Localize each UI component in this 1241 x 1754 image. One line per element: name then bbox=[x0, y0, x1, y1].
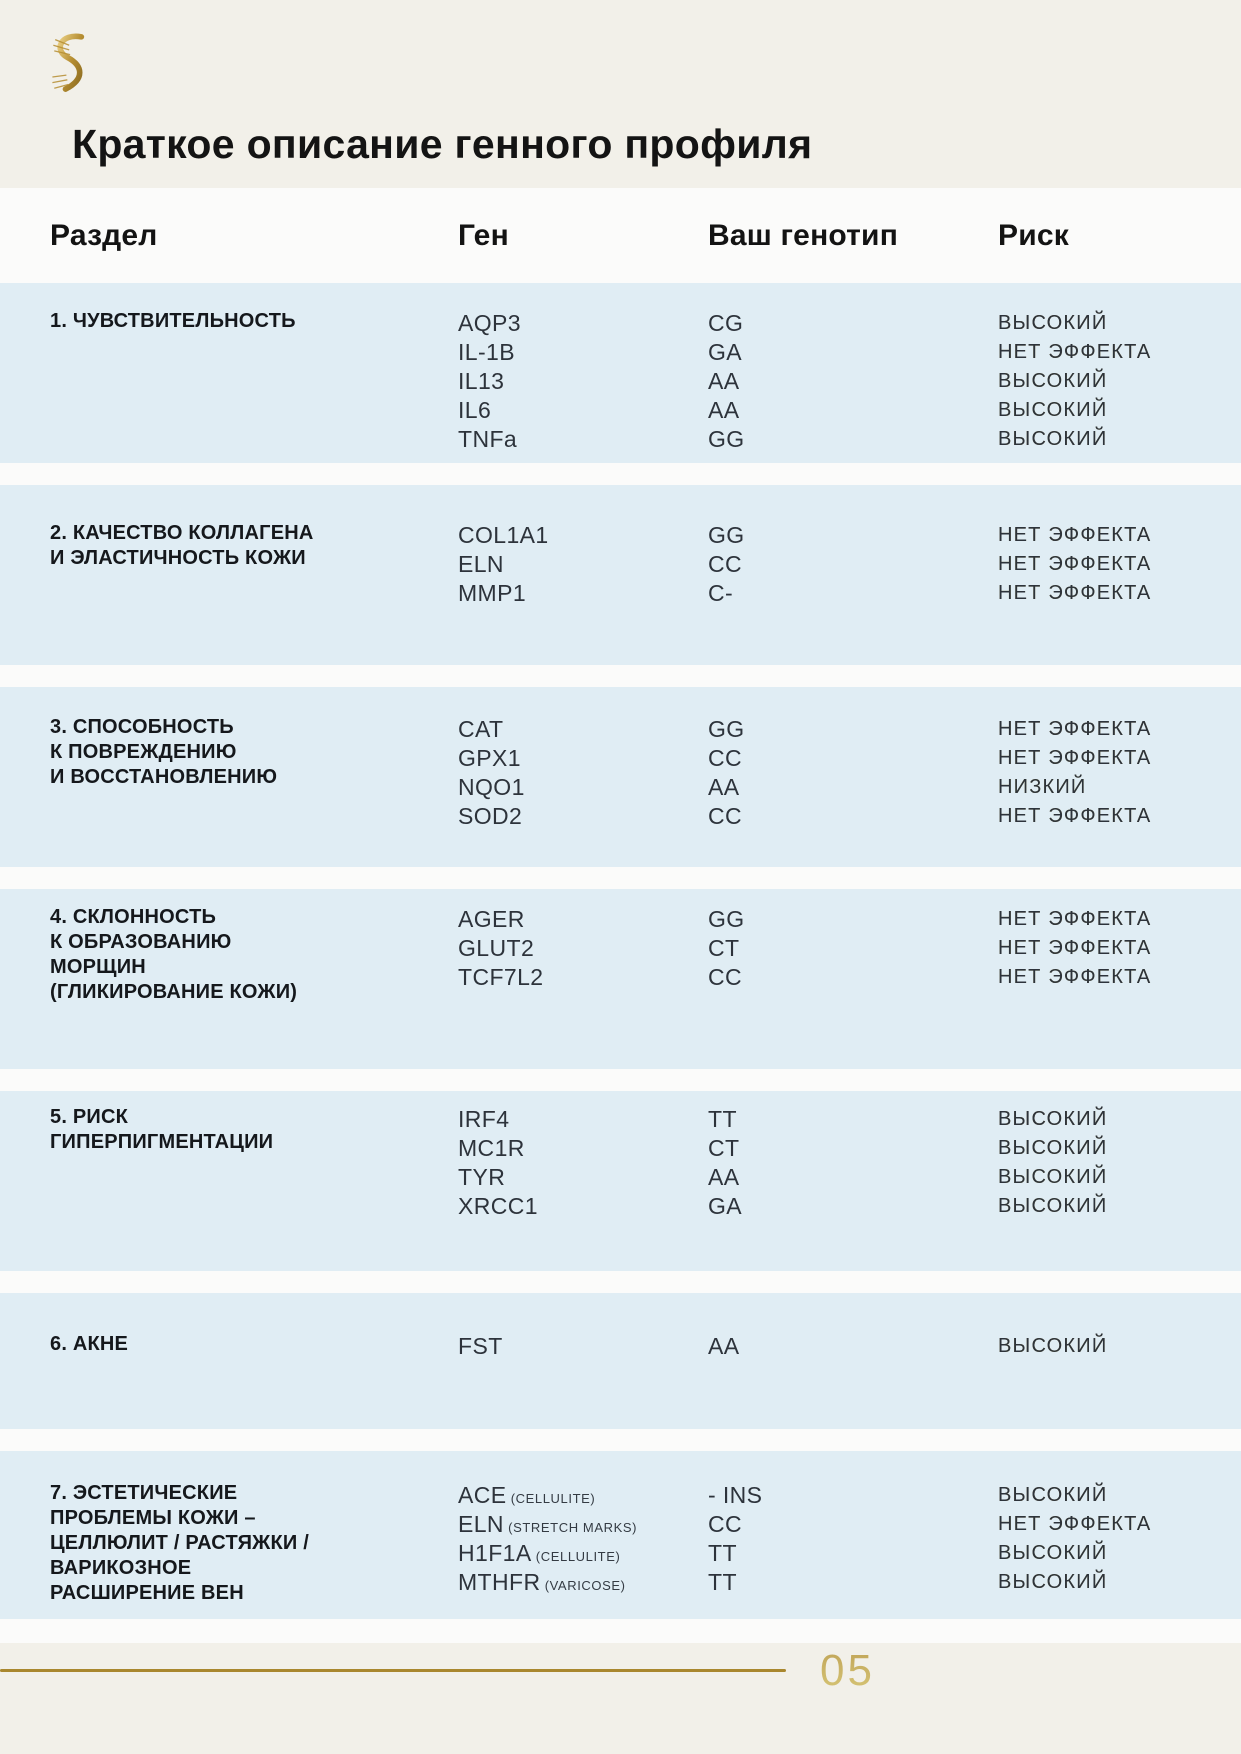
gene-name: IRF4 bbox=[458, 1106, 510, 1132]
risk-value: ВЫСОКИЙ bbox=[998, 1484, 1108, 1506]
profile-section bbox=[0, 889, 1241, 1069]
genotype-column bbox=[708, 309, 998, 454]
genotype-value: TT bbox=[708, 1106, 737, 1132]
genotype-value: CT bbox=[708, 1135, 740, 1161]
risk-column bbox=[998, 1332, 1241, 1361]
risk-value: ВЫСОКИЙ bbox=[998, 428, 1108, 450]
column-header-genotype: Ваш генотип bbox=[708, 218, 899, 252]
risk-value: ВЫСОКИЙ bbox=[998, 1166, 1108, 1188]
section-title bbox=[50, 521, 458, 571]
genotype-value: GG bbox=[708, 522, 745, 548]
risk-value: ВЫСОКИЙ bbox=[998, 370, 1108, 392]
gene-name: COL1A1 bbox=[458, 522, 549, 548]
risk-column bbox=[998, 309, 1241, 454]
section-title-line: (ГЛИКИРОВАНИЕ КОЖИ) bbox=[50, 981, 298, 1003]
section-title bbox=[50, 905, 458, 1005]
genotype-value: CC bbox=[708, 551, 743, 577]
genotype-value: TT bbox=[708, 1569, 737, 1595]
column-header-risk: Риск bbox=[998, 218, 1069, 252]
gene-name: IL6 bbox=[458, 397, 492, 423]
gene-name: SOD2 bbox=[458, 803, 523, 829]
gene-column bbox=[458, 1105, 708, 1221]
genotype-value: - INS bbox=[708, 1482, 763, 1508]
genotype-column bbox=[708, 1105, 998, 1221]
genotype-value: GA bbox=[708, 339, 743, 365]
gene-column bbox=[458, 1332, 708, 1361]
gene-name: TNFa bbox=[458, 426, 518, 452]
gene-name: NQO1 bbox=[458, 774, 525, 800]
risk-column bbox=[998, 521, 1241, 608]
section-title-line: МОРЩИН bbox=[50, 956, 146, 978]
section-title-line: 3. СПОСОБНОСТЬ bbox=[50, 716, 234, 738]
page-title: Краткое описание генного профиля bbox=[72, 121, 813, 168]
section-title bbox=[50, 1332, 458, 1357]
gene-name: ELN bbox=[458, 551, 504, 577]
risk-value: НЕТ ЭФФЕКТА bbox=[998, 553, 1152, 575]
section-title-line: И ВОССТАНОВЛЕНИЮ bbox=[50, 766, 278, 788]
gene-note: (STRETCH MARKS) bbox=[503, 1520, 638, 1535]
genotype-value: AA bbox=[708, 368, 740, 394]
section-title bbox=[50, 1481, 458, 1606]
genotype-value: GG bbox=[708, 426, 745, 452]
risk-column bbox=[998, 1481, 1241, 1597]
profile-section bbox=[0, 283, 1241, 463]
page-number: 05 bbox=[820, 1646, 875, 1695]
genotype-value: CG bbox=[708, 310, 744, 336]
genotype-value: CT bbox=[708, 935, 740, 961]
gene-column bbox=[458, 905, 708, 992]
column-header-gene: Ген bbox=[458, 218, 509, 252]
genotype-value: GG bbox=[708, 716, 745, 742]
section-title-line: 5. РИСК bbox=[50, 1106, 129, 1128]
section-title-line: ГИПЕРПИГМЕНТАЦИИ bbox=[50, 1131, 274, 1153]
section-title-line: И ЭЛАСТИЧНОСТЬ КОЖИ bbox=[50, 547, 306, 569]
table-sections bbox=[0, 283, 1241, 1619]
gene-name: ELN (STRETCH MARKS) bbox=[458, 1511, 638, 1537]
risk-value: ВЫСОКИЙ bbox=[998, 1571, 1108, 1593]
gene-name: H1F1A (CELLULITE) bbox=[458, 1540, 621, 1566]
gene-name: AGER bbox=[458, 906, 525, 932]
genotype-column bbox=[708, 715, 998, 831]
risk-value: НИЗКИЙ bbox=[998, 776, 1087, 798]
risk-value: НЕТ ЭФФЕКТА bbox=[998, 341, 1152, 363]
section-title-line: К ПОВРЕЖДЕНИЮ bbox=[50, 741, 237, 763]
section-title-line: К ОБРАЗОВАНИЮ bbox=[50, 931, 232, 953]
genotype-column bbox=[708, 1332, 998, 1361]
gene-column bbox=[458, 715, 708, 831]
profile-section bbox=[0, 1091, 1241, 1271]
column-header-section: Раздел bbox=[50, 218, 158, 252]
risk-value: НЕТ ЭФФЕКТА bbox=[998, 582, 1152, 604]
section-title-line: 6. АКНЕ bbox=[50, 1333, 129, 1355]
genotype-value: GG bbox=[708, 906, 745, 932]
gene-name: AQP3 bbox=[458, 310, 521, 336]
gene-name: MTHFR (VARICOSE) bbox=[458, 1569, 626, 1595]
table-header-row bbox=[0, 188, 1241, 283]
risk-value: НЕТ ЭФФЕКТА bbox=[998, 747, 1152, 769]
gene-name: MC1R bbox=[458, 1135, 525, 1161]
section-title bbox=[50, 715, 458, 790]
genotype-value: CC bbox=[708, 1511, 743, 1537]
gene-note: (VARICOSE) bbox=[540, 1578, 626, 1593]
section-title-line: 1. ЧУВСТВИТЕЛЬНОСТЬ bbox=[50, 310, 296, 332]
section-title-line: 2. КАЧЕСТВО КОЛЛАГЕНА bbox=[50, 522, 314, 544]
section-title bbox=[50, 1105, 458, 1155]
risk-column bbox=[998, 905, 1241, 992]
gene-name: CAT bbox=[458, 716, 504, 742]
genotype-column bbox=[708, 905, 998, 992]
risk-value: ВЫСОКИЙ bbox=[998, 399, 1108, 421]
footer-divider-line bbox=[0, 1669, 786, 1672]
gene-name: TCF7L2 bbox=[458, 964, 544, 990]
risk-value: НЕТ ЭФФЕКТА bbox=[998, 718, 1152, 740]
profile-section bbox=[0, 485, 1241, 665]
risk-column bbox=[998, 715, 1241, 831]
section-title-line: ЦЕЛЛЮЛИТ / РАСТЯЖКИ / bbox=[50, 1532, 309, 1554]
genotype-value: AA bbox=[708, 397, 740, 423]
gene-column bbox=[458, 1481, 708, 1597]
risk-column bbox=[998, 1105, 1241, 1221]
profile-section bbox=[0, 1293, 1241, 1429]
genotype-value: AA bbox=[708, 1333, 740, 1359]
genotype-column bbox=[708, 1481, 998, 1597]
section-title-line: 4. СКЛОННОСТЬ bbox=[50, 906, 217, 928]
genotype-value: GA bbox=[708, 1193, 743, 1219]
risk-value: ВЫСОКИЙ bbox=[998, 1542, 1108, 1564]
gene-note: (CELLULITE) bbox=[506, 1491, 596, 1506]
section-title-line: 7. ЭСТЕТИЧЕСКИЕ bbox=[50, 1482, 238, 1504]
gene-name: IL-1B bbox=[458, 339, 515, 365]
genotype-value: C- bbox=[708, 580, 734, 606]
gene-name: TYR bbox=[458, 1164, 506, 1190]
gene-profile-table bbox=[0, 188, 1241, 1643]
section-title-line: РАСШИРЕНИЕ ВЕН bbox=[50, 1582, 244, 1604]
risk-value: ВЫСОКИЙ bbox=[998, 1195, 1108, 1217]
genotype-value: TT bbox=[708, 1540, 737, 1566]
risk-value: НЕТ ЭФФЕКТА bbox=[998, 908, 1152, 930]
profile-section bbox=[0, 687, 1241, 867]
risk-value: НЕТ ЭФФЕКТА bbox=[998, 937, 1152, 959]
gene-name: FST bbox=[458, 1333, 503, 1359]
genotype-value: CC bbox=[708, 803, 743, 829]
gene-name: MMP1 bbox=[458, 580, 527, 606]
section-title-line: ПРОБЛЕМЫ КОЖИ – bbox=[50, 1507, 256, 1529]
gene-note: (CELLULITE) bbox=[531, 1549, 621, 1564]
gene-name: XRCC1 bbox=[458, 1193, 538, 1219]
gene-column bbox=[458, 309, 708, 454]
risk-value: ВЫСОКИЙ bbox=[998, 1108, 1108, 1130]
profile-section bbox=[0, 1451, 1241, 1619]
genotype-value: CC bbox=[708, 745, 743, 771]
genotype-value: AA bbox=[708, 774, 740, 800]
risk-value: НЕТ ЭФФЕКТА bbox=[998, 524, 1152, 546]
section-title-line: ВАРИКОЗНОЕ bbox=[50, 1557, 192, 1579]
risk-value: ВЫСОКИЙ bbox=[998, 1335, 1108, 1357]
genotype-value: AA bbox=[708, 1164, 740, 1190]
gene-column bbox=[458, 521, 708, 608]
gene-name: GLUT2 bbox=[458, 935, 535, 961]
gene-name: IL13 bbox=[458, 368, 505, 394]
risk-value: НЕТ ЭФФЕКТА bbox=[998, 966, 1152, 988]
risk-value: ВЫСОКИЙ bbox=[998, 312, 1108, 334]
risk-value: НЕТ ЭФФЕКТА bbox=[998, 1513, 1152, 1535]
genotype-column bbox=[708, 521, 998, 608]
section-title bbox=[50, 309, 458, 334]
risk-value: НЕТ ЭФФЕКТА bbox=[998, 805, 1152, 827]
gene-name: ACE (CELLULITE) bbox=[458, 1482, 596, 1508]
genotype-value: CC bbox=[708, 964, 743, 990]
risk-value: ВЫСОКИЙ bbox=[998, 1137, 1108, 1159]
gene-name: GPX1 bbox=[458, 745, 521, 771]
dna-helix-icon bbox=[44, 30, 100, 96]
